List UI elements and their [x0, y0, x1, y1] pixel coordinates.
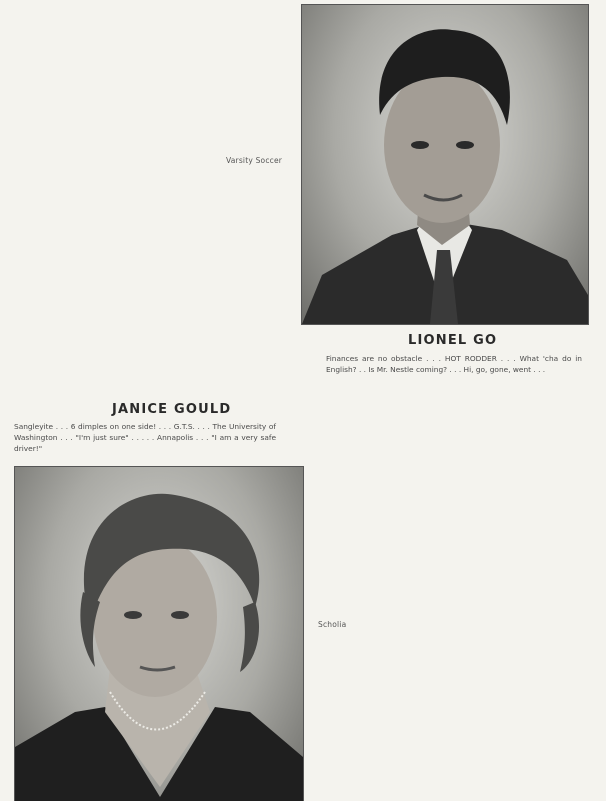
student-name-janice-gould: JANICE GOULD	[112, 402, 232, 417]
portrait-janice-gould-drawing	[15, 467, 303, 801]
activity-lionel-go: Varsity Soccer	[226, 156, 283, 165]
student-name-lionel-go: LIONEL GO	[408, 333, 498, 348]
activity-janice-gould: Scholia	[318, 620, 347, 629]
bio-lionel-go: Finances are no obstacle . . . HOT RODDER . . . What 'cha do in English? . . Is Mr. Nestle coming? . . . Hi, go, gone, went . . .	[326, 354, 582, 374]
portrait-janice-gould	[14, 466, 304, 801]
portrait-lionel-go	[301, 4, 589, 325]
bio-janice-gould: Sangleyite . . . 6 dimples on one side! . . . G.T.S. . . . The University of Washington . . . "I'm just sure" . . . . . Annapolis . . . "I am a very safe driver!"	[14, 422, 276, 453]
portrait-lionel-go-drawing	[302, 5, 588, 324]
